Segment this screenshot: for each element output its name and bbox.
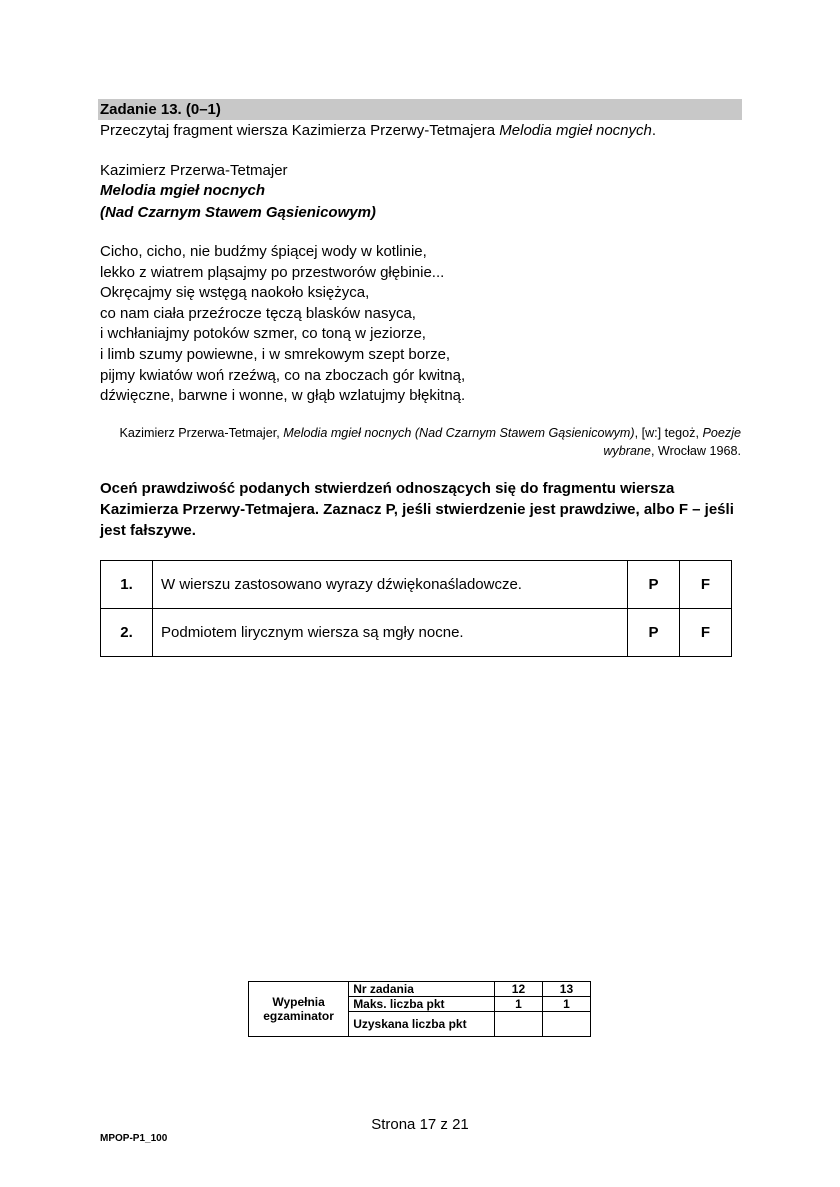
poem-line: co nam ciała przeźrocze tęczą blasków nasyca, [100, 304, 416, 322]
source-book: Poezje wybrane [603, 426, 741, 458]
poem-line: dźwięczne, barwne i wonne, w głąb wzlatujmy błękitną. [100, 387, 466, 405]
task-number-header: Nr zadania [349, 982, 495, 997]
poem-line: i limb szumy powiewne, i w smrekowym szept borze, [100, 345, 451, 363]
answer-f-option[interactable]: F [680, 609, 732, 657]
exam-code: MPOP-P1_100 [100, 1133, 168, 1144]
statement-number: 2. [101, 609, 153, 657]
task-number: 12 [494, 982, 542, 997]
obtained-points-cell[interactable] [494, 1012, 542, 1037]
poem-text [100, 242, 465, 407]
task-instruction: Oceń prawdziwość podanych stwierdzeń odnoszących się do fragmentu wiersza Kazimierza Przerwy-Tetmajera. Zaznacz P, jeśli stwierdzenie jest prawdziwe, albo F – jeśli jest fałszywe. [100, 480, 734, 539]
statement-number: 1. [101, 561, 153, 609]
table-row [101, 609, 732, 657]
table-row [249, 982, 591, 997]
answer-p-option[interactable]: P [628, 609, 680, 657]
task-number: 13 [542, 982, 590, 997]
poem-line: i wchłaniajmy potoków szmer, co toną w jeziorze, [100, 325, 426, 343]
task-header: Zadanie 13. (0–1) [98, 99, 742, 120]
task-intro [100, 121, 656, 141]
source-author: Kazimierz Przerwa-Tetmajer, [119, 426, 284, 440]
obtained-points-cell[interactable] [542, 1012, 590, 1037]
table-row [101, 561, 732, 609]
examiner-label: Wypełnia egzaminator [249, 982, 349, 1037]
poem-subtitle: (Nad Czarnym Stawem Gąsienicowym) [100, 204, 376, 221]
max-points-header: Maks. liczba pkt [349, 997, 495, 1012]
source-place-year: , Wrocław 1968. [650, 444, 741, 458]
intro-end: . [651, 122, 657, 139]
poem-line: Okręcajmy się wstęgą naokoło księżyca, [100, 284, 370, 302]
obtained-points-header: Uzyskana liczba pkt [349, 1012, 495, 1037]
poem-author: Kazimierz Przerwa-Tetmajer [100, 162, 288, 179]
true-false-table [100, 560, 732, 657]
intro-poem-title: Melodia mgieł nocnych [499, 122, 652, 139]
source-title: Melodia mgieł nocnych (Nad Czarnym Stawem Gąsienicowym) [283, 426, 635, 440]
answer-f-option[interactable]: F [680, 561, 732, 609]
page-number: Strona 17 z 21 [371, 1116, 469, 1133]
source-in: , [w:] tegoż, [634, 426, 703, 440]
poem-line: pijmy kwiatów woń rzeźwą, co na zboczach gór kwitną, [100, 366, 466, 384]
max-points: 1 [494, 997, 542, 1012]
max-points: 1 [542, 997, 590, 1012]
intro-text: Przeczytaj fragment wiersza Kazimierza Przerwy-Tetmajera [100, 122, 500, 139]
source-citation [100, 424, 741, 460]
poem-title: Melodia mgieł nocnych [100, 182, 266, 199]
answer-p-option[interactable]: P [628, 561, 680, 609]
poem-line: Cicho, cicho, nie budźmy śpiącej wody w kotlinie, [100, 243, 427, 260]
poem-line: lekko z wiatrem pląsajmy po przestworów głębinie... [100, 263, 445, 281]
statement-text: Podmiotem lirycznym wiersza są mgły nocne. [153, 609, 628, 657]
statement-text: W wierszu zastosowano wyrazy dźwiękonaśladowcze. [153, 561, 628, 609]
examiner-table [248, 981, 591, 1037]
